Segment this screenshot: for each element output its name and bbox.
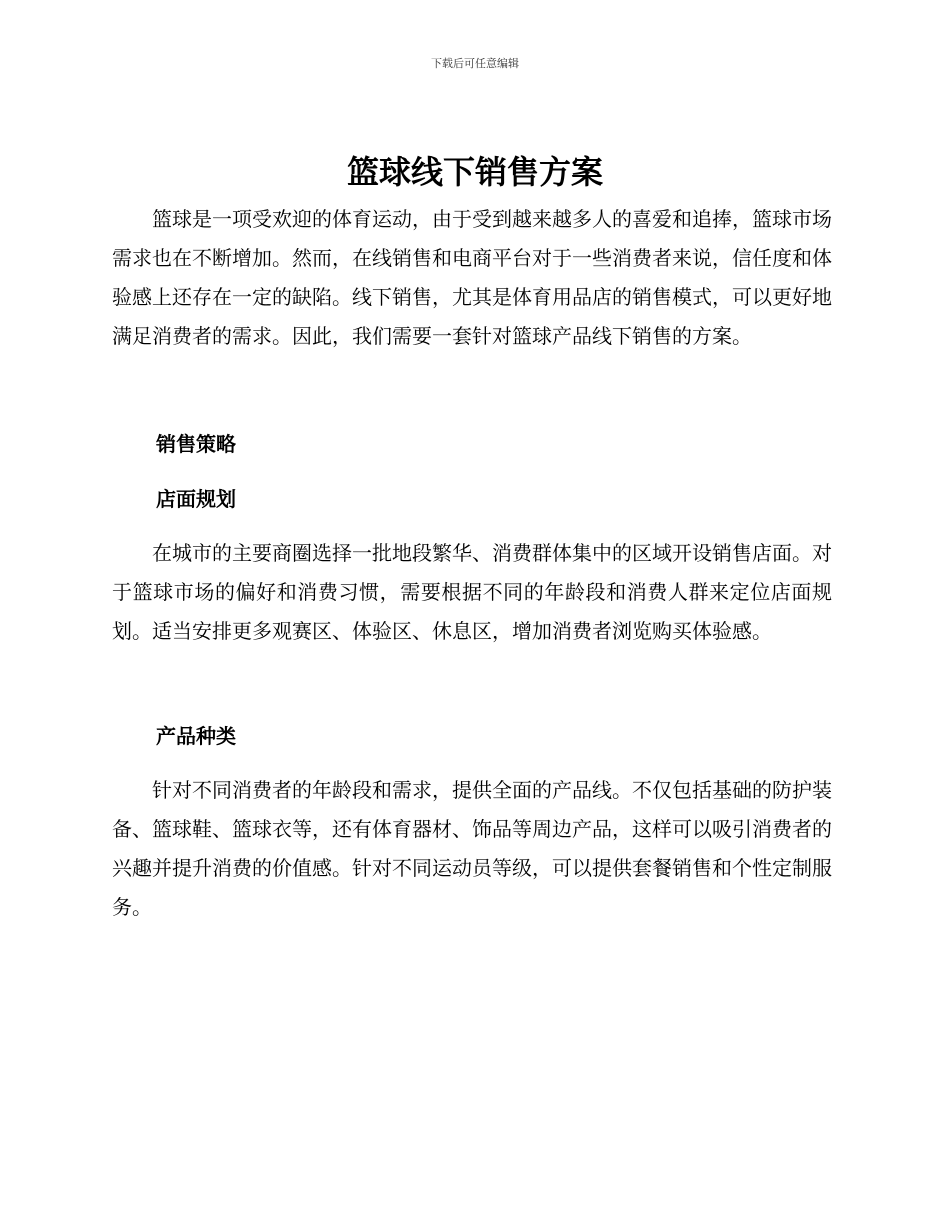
intro-paragraph: 篮球是一项受欢迎的体育运动，由于受到越来越多人的喜爱和追捧，篮球市场需求也在不断增加。然而，在线销售和电商平台对于一些消费者来说，信任度和体验感上还存在一定的缺陷。线下销售，尤其是体育用品店的销售模式，可以更好地满足消费者的需求。因此，我们需要一套针对篮球产品线下销售的方案。 bbox=[112, 207, 832, 348]
store-planning-paragraph: 在城市的主要商圈选择一批地段繁华、消费群体集中的区域开设销售店面。对于篮球市场的偏好和消费习惯，需要根据不同的年龄段和消费人群来定位店面规划。适当安排更多观赛区、体验区、休息区，增加消费者浏览购买体验感。 bbox=[112, 541, 832, 643]
product-types-paragraph: 针对不同消费者的年龄段和需求，提供全面的产品线。不仅包括基础的防护装备、篮球鞋、篮球衣等，还有体育器材、饰品等周边产品，这样可以吸引消费者的兴趣并提升消费的价值感。针对不同运动员等级，可以提供套餐销售和个性定制服务。 bbox=[112, 778, 832, 919]
document-title: 篮球线下销售方案 bbox=[346, 153, 603, 191]
heading-store-planning: 店面规划 bbox=[156, 487, 236, 511]
header-note: 下载后可任意编辑 bbox=[431, 57, 519, 70]
heading-sales-strategy: 销售策略 bbox=[156, 432, 236, 456]
heading-product-types: 产品种类 bbox=[156, 724, 236, 748]
